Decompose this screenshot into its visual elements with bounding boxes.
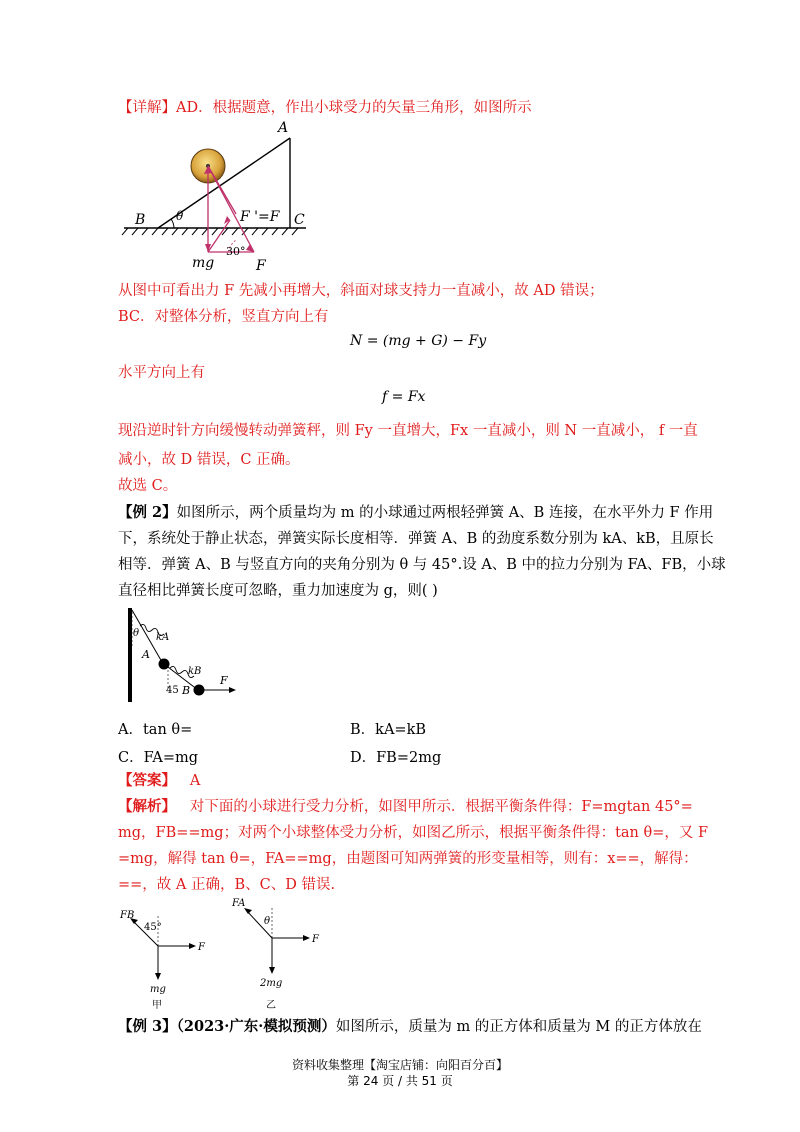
fig3-F: F — [198, 942, 205, 953]
detail-line-2: 从图中可看出力 F 先减小再增大，斜面对球支持力一直减小，故 AD 错误； — [118, 283, 604, 299]
option-C: C．FA=mg — [118, 750, 199, 766]
fig4-caption: 乙 — [266, 1000, 276, 1011]
option-A: A．tan θ= — [118, 722, 193, 738]
fig3-45: 45° — [144, 922, 162, 933]
detail-line-3: BC．对整体分析，竖直方向上有 — [118, 309, 329, 325]
fig2-kB: kB — [188, 666, 202, 677]
answer-line — [118, 771, 200, 791]
analysis-tag: 【解析】 — [118, 798, 176, 815]
option-D: D．FB=2mg — [350, 750, 442, 766]
page-number: 第 24 页 / 共 51 页 — [347, 1074, 453, 1088]
label-C: C — [294, 212, 305, 228]
label-mg: mg — [192, 255, 215, 271]
fig3-mg: mg — [150, 984, 166, 995]
label-F: F — [256, 258, 266, 274]
fig4-mg: 2mg — [260, 978, 283, 989]
example2-line-1: 【例 2】如图所示，两个质量均为 m 的小球通过两根轻弹簧 A、B 连接，在水平外力 F 作用 — [118, 504, 714, 521]
analysis-line-3: =mg，解得 tan θ=，FA==mg，由题图可知两弹簧的形变量相等，则有：x==，解得： — [118, 851, 698, 867]
fig3-caption: 甲 — [152, 1000, 162, 1011]
example3-tag: 【例 3】 — [118, 1018, 177, 1035]
detail-line-7: 故选 C。 — [118, 478, 178, 494]
force-diagram-yi — [228, 890, 328, 1014]
answer-value: A — [189, 773, 201, 789]
example2-line-2: 下，系统处于静止状态，弹簧实际长度相等．弹簧 A、B 的劲度系数分别为 kA、kB，且原长 — [118, 531, 714, 547]
footer-source: 资料收集整理【淘宝店铺：向阳百分百】 — [291, 1058, 508, 1072]
label-A: A — [278, 120, 289, 136]
spring-system-diagram — [122, 606, 242, 704]
detail-line-5: 现沿逆时针方向缓慢转动弹簧秤，则 Fy 一直增大，Fx 一直减小，则 N 一直减小， f 一直 — [118, 423, 698, 439]
example3-line: 【例 3】（2023·广东·模拟预测）如图所示，质量为 m 的正方体和质量为 M 的正方体放在 — [118, 1018, 702, 1035]
detail-line-6: 减小，故 D 错误，C 正确。 — [118, 452, 300, 468]
fig2-theta: θ — [133, 628, 140, 639]
detail-line-1: 【详解】AD．根据题意，作出小球受力的矢量三角形，如图所示 — [118, 100, 532, 116]
label-Fprime: F '=F — [240, 209, 280, 225]
analysis-line-1: 【解析】 对下面的小球进行受力分析，如图甲所示．根据平衡条件得：F=mgtan 45°= — [118, 798, 693, 815]
fig4-FA: FA — [232, 898, 246, 909]
example2-line-3: 相等．弹簧 A、B 与竖直方向的夹角分别为 θ 与 45°.设 A、B 中的拉力分别为 FA、FB，小球 — [118, 557, 726, 573]
example3-source: （2023·广东·模拟预测） — [176, 1018, 336, 1035]
analysis-line-2: mg，FB==mg；对两个小球整体受力分析，如图乙所示，根据平衡条件得：tan θ=，又 F — [118, 825, 709, 841]
fig2-B: B — [182, 684, 191, 697]
example2-tag: 【例 2】 — [118, 504, 177, 521]
answer-tag: 【答案】 — [118, 772, 176, 789]
fig3-FB: FB — [120, 910, 135, 921]
label-B: B — [135, 212, 146, 228]
fig2-F: F — [220, 674, 228, 687]
fig2-kA: kA — [156, 632, 170, 643]
fig2-45: 45 — [166, 685, 179, 696]
example2-line-4: 直径相比弹簧长度可忽略，重力加速度为 g，则( ) — [118, 583, 438, 599]
detail-line-4: 水平方向上有 — [118, 365, 205, 381]
label-30deg: 30° — [226, 245, 246, 258]
option-B: B．kA=kB — [350, 722, 427, 738]
fig4-theta: θ — [264, 916, 271, 927]
incline-force-diagram — [118, 120, 318, 275]
equation-1: N = (mg + G) − Fy — [350, 333, 487, 349]
force-diagram-jia — [118, 902, 218, 1014]
label-theta: θ — [176, 209, 184, 223]
equation-2: f = Fx — [382, 389, 426, 405]
analysis-line-4: ==，故 A 正确，B、C、D 错误. — [118, 877, 336, 893]
fig2-A: A — [142, 648, 150, 661]
fig4-F: F — [312, 934, 319, 945]
